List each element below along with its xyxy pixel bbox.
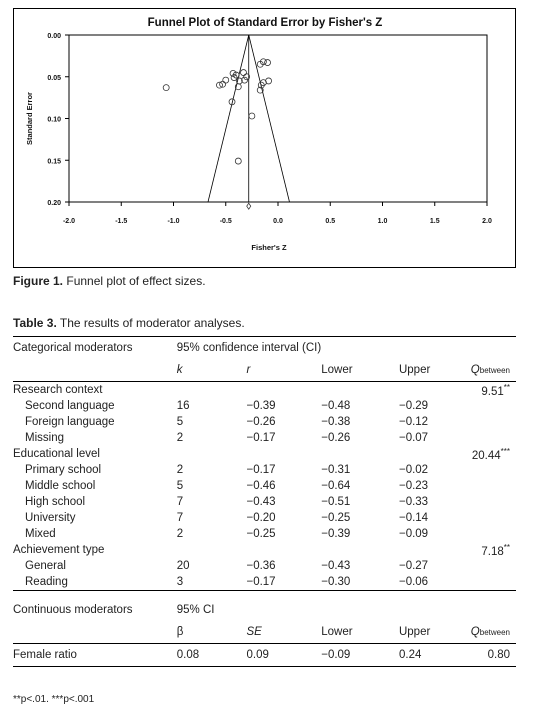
section-divider <box>13 591 516 600</box>
cell-upper: −0.07 <box>398 432 429 444</box>
empty-cell <box>177 542 247 558</box>
table-caption-label: Table 3. <box>13 316 57 330</box>
cell-k: 7 <box>176 512 184 524</box>
plot-area <box>69 35 487 202</box>
cell-upper: −0.02 <box>398 464 429 476</box>
group-name: Educational level <box>13 448 100 460</box>
table-header-row <box>13 337 516 360</box>
empty-cell <box>399 382 471 399</box>
col-upper: Upper <box>399 359 471 382</box>
y-tick-label: 0.15 <box>47 158 61 166</box>
y-tick-label: 0.00 <box>47 33 61 40</box>
chart-title: Funnel Plot of Standard Error by Fisher's Z <box>147 17 383 29</box>
row-label: High school <box>25 496 86 508</box>
x-tick-label: 1.5 <box>429 218 440 225</box>
cell-r: −0.26 <box>246 416 276 428</box>
cell-k: 7 <box>176 496 184 508</box>
table-footnote: **p<.01. ***p<.001 <box>13 694 95 705</box>
cell-r: −0.46 <box>246 480 276 492</box>
table-row <box>13 510 516 526</box>
study-point <box>163 85 169 91</box>
x-tick-label: 1.0 <box>377 218 388 225</box>
col-q: Qbetween <box>471 359 516 382</box>
cat-header: Categorical moderators <box>13 337 177 360</box>
group-name: Achievement type <box>13 544 105 556</box>
empty-cell <box>246 382 321 399</box>
cell-q <box>471 462 516 478</box>
cell-lower: −0.39 <box>321 528 351 540</box>
cell-k: 5 <box>176 480 184 492</box>
col-r: r <box>246 359 321 382</box>
group-name: Research context <box>13 384 103 396</box>
y-tick-label: 0.20 <box>47 200 61 207</box>
cell-r: −0.17 <box>246 464 276 476</box>
table-row <box>13 398 516 414</box>
cell-upper: −0.14 <box>398 512 429 524</box>
funnel-left-line <box>208 35 249 202</box>
figure-caption <box>13 274 206 288</box>
cell-q <box>471 478 516 494</box>
table-row <box>13 414 516 430</box>
cell-q <box>471 398 516 414</box>
x-tick-label: 0.5 <box>325 218 336 225</box>
x-tick-label: 2.0 <box>482 218 492 225</box>
group-row <box>13 382 516 399</box>
empty-cell <box>177 446 247 462</box>
col-beta: β <box>177 621 247 644</box>
divider-cell <box>13 591 516 600</box>
table-row <box>13 462 516 478</box>
cell-lower: −0.30 <box>321 576 351 588</box>
table-body <box>13 337 516 667</box>
table-row <box>13 558 516 574</box>
cell-lower: −0.25 <box>321 512 351 524</box>
cell-r: −0.25 <box>246 528 276 540</box>
cont-ci-header: 95% CI <box>176 604 215 616</box>
significance-stars: *** <box>500 446 510 456</box>
empty-cell <box>246 542 321 558</box>
empty-cell <box>321 446 399 462</box>
col-lower: Lower <box>321 359 399 382</box>
cell-lower: −0.26 <box>321 432 351 444</box>
study-point <box>265 60 271 66</box>
cell-k: 2 <box>176 464 184 476</box>
cell-q <box>471 414 516 430</box>
cell-k: 5 <box>176 416 184 428</box>
cell-q <box>471 430 516 446</box>
empty-cell <box>321 382 399 399</box>
figure-caption-text: Funnel plot of effect sizes. <box>66 274 206 288</box>
table-row <box>13 494 516 510</box>
cell-r: −0.20 <box>246 512 276 524</box>
row-label: Missing <box>25 432 64 444</box>
cell-upper: −0.12 <box>398 416 429 428</box>
cell-r: −0.36 <box>246 560 276 572</box>
empty-cell <box>321 542 399 558</box>
study-point <box>223 77 229 83</box>
cell-r: −0.39 <box>246 400 276 412</box>
summary-diamond <box>247 203 251 209</box>
cell-upper: −0.09 <box>398 528 429 540</box>
cell-k: 16 <box>176 400 190 412</box>
row-label: Mixed <box>25 528 56 540</box>
cell-upper: −0.33 <box>398 496 429 508</box>
cell-lower: −0.31 <box>321 464 351 476</box>
cell-q <box>471 526 516 542</box>
table-row <box>13 526 516 542</box>
y-axis-label: Standard Error <box>25 92 34 145</box>
significance-stars: ** <box>503 382 510 392</box>
cell-upper: 0.24 <box>399 644 471 667</box>
cell-upper: −0.23 <box>398 480 429 492</box>
row-label: Foreign language <box>25 416 115 428</box>
study-point <box>235 158 241 164</box>
x-tick-label: -1.0 <box>167 218 180 225</box>
empty-cell <box>177 382 247 399</box>
x-tick-label: -0.5 <box>219 218 232 225</box>
ci-header: 95% confidence interval (CI) <box>177 337 516 360</box>
cell-r: −0.17 <box>246 576 276 588</box>
group-q-value: 7.18** <box>481 542 510 558</box>
table-caption-text: The results of moderator analyses. <box>59 316 245 330</box>
row-label: Second language <box>25 400 115 412</box>
continuous-column-row <box>13 621 516 644</box>
study-point <box>241 70 247 76</box>
table-row <box>13 574 516 591</box>
cell-upper: −0.27 <box>398 560 429 572</box>
cont-header: Continuous moderators <box>13 604 133 616</box>
table-row <box>13 430 516 446</box>
moderator-table <box>13 316 516 667</box>
cell-q <box>471 574 516 591</box>
col-upper-2: Upper <box>399 621 471 644</box>
figure-caption-label: Figure 1. <box>13 274 64 288</box>
cell-se: 0.09 <box>246 644 321 667</box>
x-axis-label: Fisher's Z <box>251 243 287 252</box>
table-caption <box>13 316 516 330</box>
cell-k: 3 <box>176 576 184 588</box>
continuous-row <box>13 644 516 667</box>
row-label: Reading <box>25 576 68 588</box>
group-row <box>13 542 516 558</box>
cell-q <box>471 510 516 526</box>
cell-lower: −0.64 <box>321 480 351 492</box>
row-label: University <box>25 512 76 524</box>
cell-q: 0.80 <box>471 644 516 667</box>
cell-q <box>471 558 516 574</box>
table-column-row <box>13 359 516 382</box>
col-q-2-letter: Q <box>470 626 480 638</box>
empty-cell <box>246 446 321 462</box>
x-tick-label: -2.0 <box>62 218 76 225</box>
x-tick-label: -1.5 <box>115 218 128 225</box>
empty-cell <box>13 621 177 644</box>
cell-upper: −0.06 <box>398 576 429 588</box>
cell-lower: −0.43 <box>321 560 351 572</box>
group-q-value: 9.51** <box>481 382 510 398</box>
cell-r: −0.17 <box>246 432 276 444</box>
cell-upper: −0.29 <box>398 400 429 412</box>
cell-k: 2 <box>176 528 184 540</box>
funnel-plot <box>13 8 516 268</box>
y-tick-label: 0.10 <box>47 116 61 124</box>
col-se: SE <box>246 621 321 644</box>
table-row <box>13 478 516 494</box>
cell-q <box>471 494 516 510</box>
row-label: Primary school <box>25 464 102 476</box>
cell-lower: −0.51 <box>321 496 351 508</box>
y-tick-label: 0.05 <box>47 74 61 82</box>
x-tick-label: 0.0 <box>273 218 283 225</box>
group-row <box>13 446 516 462</box>
row-label: Middle school <box>25 480 96 492</box>
row-label: General <box>25 560 66 572</box>
empty-cell <box>399 542 471 558</box>
cell-k: 2 <box>176 432 184 444</box>
study-point <box>266 78 272 84</box>
cell-lower: −0.48 <box>321 400 351 412</box>
cell-lower: −0.09 <box>321 644 399 667</box>
continuous-header-row <box>13 599 516 621</box>
study-point <box>249 113 255 119</box>
cell-r: −0.43 <box>246 496 276 508</box>
row-label: Female ratio <box>13 644 177 667</box>
group-q-value: 20.44*** <box>471 446 510 462</box>
cell-lower: −0.38 <box>321 416 351 428</box>
col-lower-2: Lower <box>321 621 399 644</box>
col-q-2-sub: between <box>479 628 510 637</box>
funnel-plot-svg <box>14 9 517 269</box>
significance-stars: ** <box>503 542 510 552</box>
col-q-2 <box>471 621 516 644</box>
cell-beta: 0.08 <box>177 644 247 667</box>
col-k: k <box>177 359 247 382</box>
empty-cell <box>399 446 471 462</box>
cell-k: 20 <box>176 560 190 572</box>
